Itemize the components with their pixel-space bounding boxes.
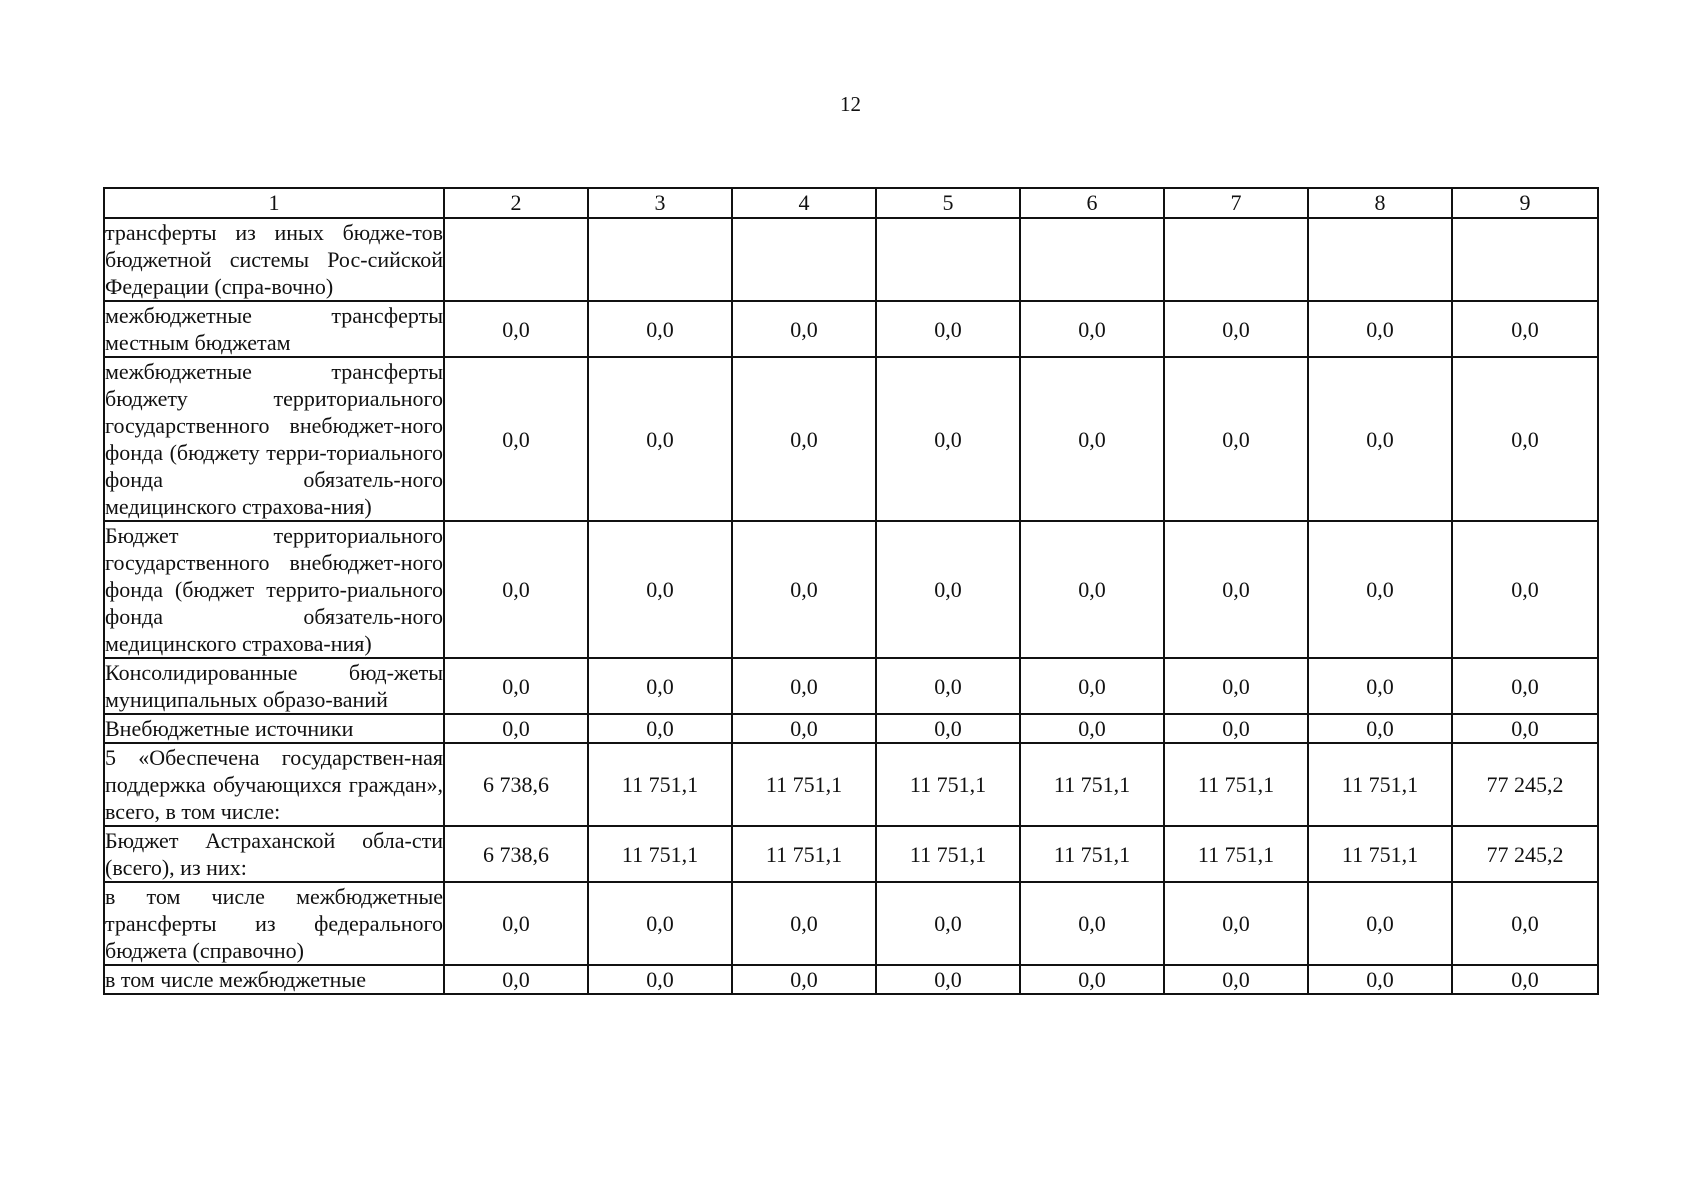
row-label: в том числе межбюджетные: [104, 965, 444, 994]
table-cell: 0,0: [876, 965, 1020, 994]
table-cell: 0,0: [588, 965, 732, 994]
table-cell: 0,0: [1020, 357, 1164, 521]
table-cell: 0,0: [444, 714, 588, 743]
table-cell: 0,0: [588, 714, 732, 743]
table-cell: 0,0: [876, 714, 1020, 743]
column-header: 5: [876, 188, 1020, 218]
table-cell: 0,0: [1020, 965, 1164, 994]
table-cell: 0,0: [1164, 714, 1308, 743]
row-label: Бюджет Астраханской обла-сти (всего), из них:: [105, 828, 443, 880]
table-cell: 77 245,2: [1452, 743, 1598, 826]
table-row: [104, 218, 1598, 301]
table-cell: 11 751,1: [1020, 743, 1164, 826]
table-cell: 0,0: [1020, 714, 1164, 743]
column-header: 1: [104, 188, 444, 218]
table-row: [104, 714, 1598, 743]
table-cell: 0,0: [1308, 658, 1452, 714]
table-row: [104, 301, 1598, 357]
table-cell: 11 751,1: [1164, 743, 1308, 826]
table-cell: 0,0: [1020, 882, 1164, 965]
table-cell: 0,0: [444, 521, 588, 658]
table-cell: 0,0: [732, 882, 876, 965]
table-row: [104, 658, 1598, 714]
table-cell: 0,0: [1308, 714, 1452, 743]
table-cell: 0,0: [732, 301, 876, 357]
column-header: 6: [1020, 188, 1164, 218]
column-header: 9: [1452, 188, 1598, 218]
column-header: 3: [588, 188, 732, 218]
table-cell: 0,0: [1164, 965, 1308, 994]
table-cell: 77 245,2: [1452, 826, 1598, 882]
table-cell: [1452, 218, 1598, 301]
table-cell: 11 751,1: [1308, 826, 1452, 882]
table-cell: 0,0: [588, 521, 732, 658]
row-label: 5 «Обеспечена государствен-ная поддержка обучающихся граждан», всего, в том числе:: [105, 745, 443, 824]
table-cell: 0,0: [1020, 301, 1164, 357]
table-cell: [1164, 218, 1308, 301]
table-row: [104, 826, 1598, 882]
table-cell: 0,0: [588, 882, 732, 965]
table-cell: 0,0: [1452, 357, 1598, 521]
table-cell: 0,0: [1164, 357, 1308, 521]
table-cell: 11 751,1: [588, 826, 732, 882]
table-cell: 11 751,1: [876, 743, 1020, 826]
column-header: 7: [1164, 188, 1308, 218]
table-cell: 0,0: [1308, 521, 1452, 658]
table-cell: 0,0: [876, 658, 1020, 714]
table-cell: 0,0: [1308, 965, 1452, 994]
table-cell: 0,0: [1308, 357, 1452, 521]
row-label: в том числе межбюджетные трансферты из федерального бюджета (справочно): [105, 884, 443, 963]
table-cell: 0,0: [1452, 714, 1598, 743]
table-cell: 0,0: [444, 882, 588, 965]
table-cell: [732, 218, 876, 301]
table-cell: 0,0: [444, 658, 588, 714]
table-row: [104, 882, 1598, 965]
table-cell: 11 751,1: [1164, 826, 1308, 882]
table-cell: 11 751,1: [876, 826, 1020, 882]
column-header: 8: [1308, 188, 1452, 218]
row-label: Консолидированные бюд-жеты муниципальных образо-ваний: [105, 660, 443, 712]
table-cell: 0,0: [1164, 521, 1308, 658]
table-cell: 0,0: [1308, 882, 1452, 965]
table-cell: 11 751,1: [732, 826, 876, 882]
table-cell: 0,0: [876, 301, 1020, 357]
header-row: [104, 188, 1598, 218]
table-cell: 11 751,1: [1020, 826, 1164, 882]
table-cell: 6 738,6: [444, 826, 588, 882]
table-cell: 0,0: [732, 714, 876, 743]
row-label: трансферты из иных бюдже-тов бюджетной системы Рос-сийской Федерации (спра-вочно): [105, 220, 443, 299]
table-cell: 0,0: [1164, 658, 1308, 714]
table-cell: 0,0: [1452, 965, 1598, 994]
row-label: межбюджетные трансферты бюджету территориального государственного внебюджет-ного фонда (бюджету терри-ториального фонда обязатель-ного медицинского страхова-ния): [105, 359, 443, 519]
table-cell: [1308, 218, 1452, 301]
table-row: [104, 357, 1598, 521]
row-label: Внебюджетные источники: [104, 714, 444, 743]
table-row: [104, 965, 1598, 994]
table-cell: 0,0: [876, 521, 1020, 658]
table-cell: 11 751,1: [588, 743, 732, 826]
table-cell: 0,0: [588, 301, 732, 357]
table-cell: [444, 218, 588, 301]
column-header: 2: [444, 188, 588, 218]
table-cell: 0,0: [732, 521, 876, 658]
table-cell: 0,0: [732, 658, 876, 714]
page-number: 12: [840, 92, 861, 116]
table-cell: 0,0: [876, 357, 1020, 521]
table-cell: 11 751,1: [732, 743, 876, 826]
table-cell: 0,0: [1020, 521, 1164, 658]
table-cell: 0,0: [1452, 521, 1598, 658]
table-cell: [876, 218, 1020, 301]
table-cell: 0,0: [444, 301, 588, 357]
table-cell: 0,0: [1452, 882, 1598, 965]
row-label: межбюджетные трансферты местным бюджетам: [105, 303, 443, 355]
table-row: [104, 743, 1598, 826]
table-cell: 0,0: [444, 357, 588, 521]
table-cell: 11 751,1: [1308, 743, 1452, 826]
budget-table: [103, 187, 1599, 995]
table-cell: 0,0: [732, 965, 876, 994]
table-cell: 0,0: [1020, 658, 1164, 714]
table-cell: 0,0: [588, 658, 732, 714]
table-cell: 0,0: [444, 965, 588, 994]
table-cell: [588, 218, 732, 301]
table-cell: 0,0: [876, 882, 1020, 965]
table-cell: 0,0: [1164, 301, 1308, 357]
table-cell: 0,0: [1452, 658, 1598, 714]
row-label: Бюджет территориального государственного внебюджет-ного фонда (бюджет террито-риального фонда обязатель-ного медицинского страхова-ния): [105, 523, 443, 656]
column-header: 4: [732, 188, 876, 218]
table-row: [104, 521, 1598, 658]
table-cell: [1020, 218, 1164, 301]
table-cell: 0,0: [1164, 882, 1308, 965]
table-cell: 0,0: [1308, 301, 1452, 357]
table-cell: 0,0: [1452, 301, 1598, 357]
table-cell: 0,0: [732, 357, 876, 521]
table-cell: 0,0: [588, 357, 732, 521]
table-cell: 6 738,6: [444, 743, 588, 826]
